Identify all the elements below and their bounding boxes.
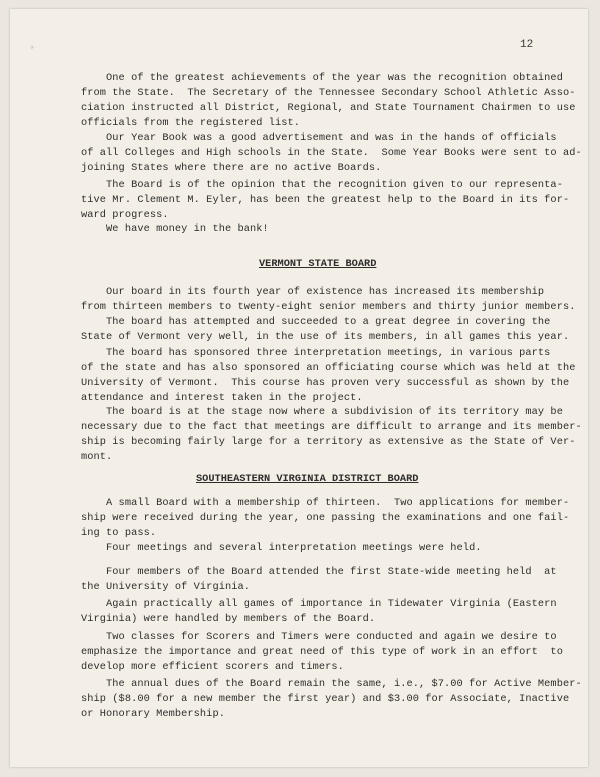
paragraph-vermont-coverage: The board has attempted and succeeded to a great degree in covering the State of Vermont very well, in the use of its members, in all games this year. [81, 316, 570, 343]
page-number: 12 [520, 39, 534, 51]
paragraph-vermont-meetings: The board has sponsored three interpretation meetings, in various parts of the state and has also sponsored an officiating course which was held at the University of Vermont. This course has proven very successful as shown by the attendance and interest taken in the project. [81, 347, 576, 404]
paragraph-se-dues: The annual dues of the Board remain the same, i.e., $7.00 for Active Member- ship ($8.00 for a new member the first year) and $3.00 for Associate, Inactive or Honorary Membership. [81, 678, 582, 720]
paragraph-year-book: Our Year Book was a good advertisement and was in the hands of officials of all Colleges and High schools in the State. Some Year Books were sent to ad- joining States where there are no active Boards. [81, 132, 582, 174]
paragraph-se-state-wide: Four members of the Board attended the first State-wide meeting held at the University of Virginia. [81, 566, 557, 593]
paragraph-se-tidewater: Again practically all games of importance in Tidewater Virginia (Eastern Virginia) were handled by members of the Board. [81, 598, 557, 625]
corner-mark: ª [29, 44, 38, 55]
paragraph-money: We have money in the bank! [81, 223, 269, 235]
paragraph-vermont-subdivision: The board is at the stage now where a subdivision of its territory may be necessary due to the fact that meetings are difficult to arrange and its member- ship is becoming fairly large for a territory as extensive as the State of Ver- mont. [81, 406, 582, 463]
heading-vermont-state-board: VERMONT STATE BOARD [259, 258, 377, 270]
paragraph-se-scorers: Two classes for Scorers and Timers were conducted and again we desire to emphasize the importance and great need of this type of work in an effort to develop more efficient scorers and timers. [81, 631, 563, 673]
heading-southeastern-virginia-district-board: SOUTHEASTERN VIRGINIA DISTRICT BOARD [196, 473, 419, 485]
paragraph-vermont-membership: Our board in its fourth year of existence has increased its membership from thirteen members to twenty-eight senior members and thirty junior members. [81, 286, 576, 313]
paragraph-representative: The Board is of the opinion that the recognition given to our representa- tive Mr. Clement M. Eyler, has been the greatest help to the Board in its for- ward progress. [81, 179, 570, 221]
paragraph-se-membership: A small Board with a membership of thirteen. Two applications for member- ship were received during the year, one passing the examinations and one fail- ing to pass. [81, 497, 570, 539]
paragraph-se-meetings: Four meetings and several interpretation meetings were held. [81, 542, 482, 554]
paragraph-recognition: One of the greatest achievements of the year was the recognition obtained from the State. The Secretary of the Tennessee Secondary School Athletic Asso- ciation instructed all District, Regional, and State Tournament Chairmen to use officials from the registered list. [81, 72, 576, 129]
